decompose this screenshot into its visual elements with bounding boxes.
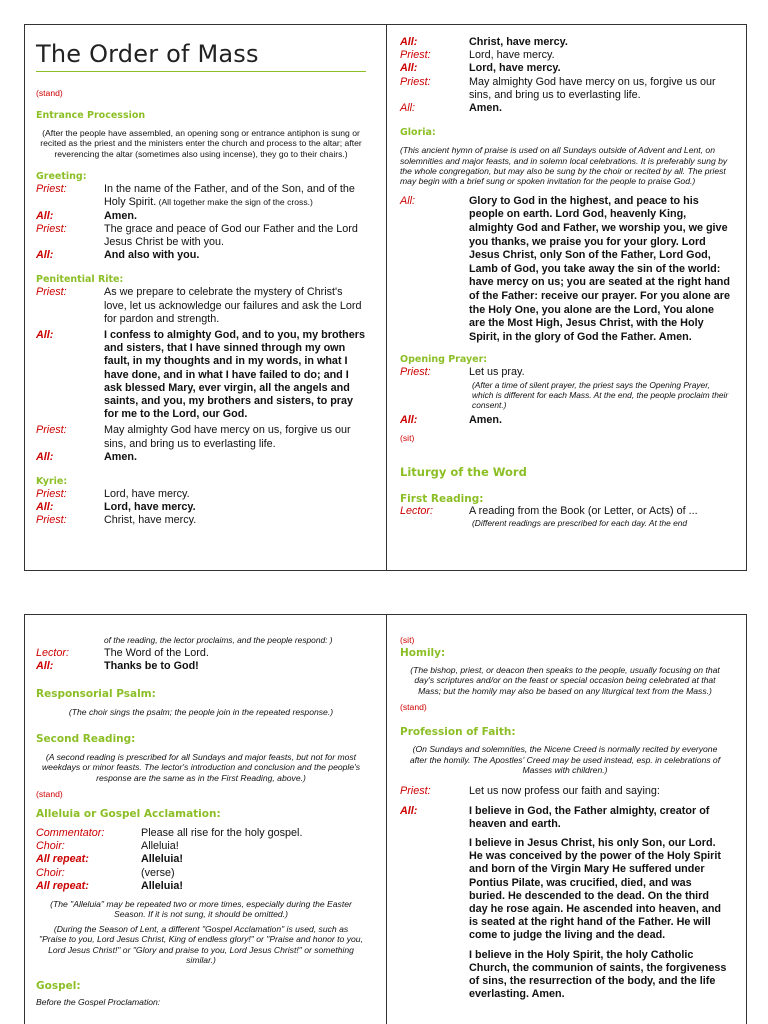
script-line: [400, 49, 730, 62]
gospel-subnote: Before the Gospel Proclamation:: [36, 997, 161, 1008]
psalm-heading: Responsorial Psalm:: [36, 688, 156, 701]
script-line: [36, 660, 366, 673]
line-text: The grace and peace of God our Father and the Lord Jesus Christ be with you.: [104, 222, 358, 249]
page-two-left-column: [36, 635, 366, 1008]
speaker-label: All:: [400, 413, 418, 426]
opening-prayer-heading: Opening Prayer:: [400, 354, 488, 366]
script-line: [400, 949, 730, 1002]
script-line: [400, 102, 730, 115]
entrance-note: (After the people have assembled, an opening song or entrance antiphon is sung or recited as the priest and the ministers enter the church and process to the altar; after reverencing the altar (sometimes also using incense), they go to their chairs.): [40, 128, 362, 159]
stand-rubric: (stand): [400, 702, 427, 713]
speaker-label: All:: [400, 194, 415, 207]
column-divider: [386, 615, 387, 1024]
lent-note: (During the Season of Lent, a different "Gospel Acclamation" is used, such as "Praise to you, Lord Jesus Christ, King of endless glory!" or "Praise and honor to you, Lord Jesus Christ!" or "Glory and praise to you, Lord Jesus Christ!" or something similar.): [39, 923, 363, 966]
speaker-label: Priest:: [36, 514, 67, 527]
line-text: Christ, have mercy.: [104, 514, 197, 527]
entrance-heading: Entrance Procession: [36, 110, 146, 121]
gloria-note: (This ancient hymn of praise is used on all Sundays outside of Advent and Lent, on solemnities and major feasts, and in solemn local celebrations. It is preferably sung by the whole congregation, but may also be sung by the choir or recited by all. The priest may begin with a brief sung or spoken invitation for the people to praise God.): [400, 145, 728, 187]
speaker-label: Priest:: [36, 424, 67, 437]
speaker-label: Priest:: [36, 286, 67, 299]
page-one: [24, 24, 747, 571]
speaker-label: All:: [36, 450, 54, 463]
alleluia-lines: [36, 827, 366, 893]
speaker-label: All:: [400, 102, 415, 115]
speaker-label: All:: [400, 804, 418, 817]
homily-heading: Homily:: [400, 647, 446, 659]
line-text: (verse): [141, 866, 175, 879]
second-reading-note: (A second reading is prescribed for all Sundays and major feasts, but not for most weekdays or minor feasts. The lector's introduction and conclusion and the people's response are the same as in the First Reading, above.): [41, 751, 361, 783]
script-line: [400, 76, 730, 102]
line-text: Lord, have mercy.: [469, 49, 555, 62]
speaker-label: Priest:: [400, 75, 431, 88]
script-line: [36, 451, 366, 464]
creed-heading: Profession of Faith:: [400, 726, 516, 739]
speaker-label: Commentator:: [36, 827, 105, 840]
line-text: Amen.: [469, 413, 502, 426]
speaker-label: Choir:: [36, 866, 65, 879]
speaker-label: All repeat:: [36, 879, 89, 892]
speaker-label: All:: [36, 660, 54, 673]
creed-note: (On Sundays and solemnities, the Nicene Creed is normally recited by everyone after the homily. The Apostles' Creed may be used instead, esp. in celebrations of Masses with children.): [409, 744, 721, 776]
speaker-label: All:: [36, 501, 54, 514]
script-line: [36, 867, 366, 880]
speaker-label: Priest:: [36, 488, 67, 501]
greeting-heading: Greeting:: [36, 171, 87, 183]
line-text: Thanks be to God!: [104, 660, 199, 673]
line-text: Alleluia!: [141, 840, 179, 853]
script-line: [400, 366, 730, 379]
script-line: [400, 195, 730, 345]
script-line: [400, 805, 730, 831]
page-one-right-column: [400, 36, 730, 528]
script-line: [400, 785, 730, 798]
psalm-note: (The choir sings the psalm; the people join in the repeated response.): [68, 707, 334, 718]
line-text: The Word of the Lord.: [104, 647, 209, 659]
speaker-spacer: [400, 837, 469, 943]
line-text: Let us pray.: [469, 366, 525, 379]
script-line: [36, 249, 366, 262]
line-text: Please all rise for the holy gospel.: [141, 827, 303, 840]
gospel-heading: Gospel:: [36, 980, 81, 993]
line-text: Amen.: [104, 209, 137, 222]
stand-rubric: (stand): [36, 789, 63, 800]
script-line: [400, 414, 730, 427]
speaker-label: All repeat:: [36, 853, 89, 866]
line-text: [104, 183, 366, 209]
script-line: [36, 840, 366, 853]
speaker-label: All:: [36, 329, 54, 342]
line-text: Alleluia!: [141, 879, 183, 892]
column-divider: [386, 25, 387, 570]
speaker-label: Choir:: [36, 840, 65, 853]
script-line: [36, 853, 366, 866]
line-text: Amen.: [104, 450, 137, 463]
line-text: Amen.: [469, 102, 502, 115]
script-line: [36, 210, 366, 223]
script-line: [36, 827, 366, 840]
liturgy-word-heading: Liturgy of the Word: [400, 464, 527, 479]
line-text: May almighty God have mercy on us, forgive us our sins, and bring us to everlasting life.: [104, 424, 351, 450]
speaker-label: Priest:: [400, 366, 431, 379]
creed-paragraph-2: I believe in Jesus Christ, his only Son, our Lord. He was conceived by the power of the Holy Spirit and born of the Virgin Mary He suffered under Pontius Pilate, was crucified, died, and was buried. He descended to the dead. On the third day he rose again. He ascended into heaven, and is seated at the right hand of the Father. He will come to judge the living and the dead.: [469, 837, 722, 942]
speaker-label: All:: [400, 62, 418, 75]
penitential-heading: Penitential Rite:: [36, 274, 124, 286]
line-text: Glory to God in the highest, and peace to his people on earth. Lord God, heavenly King, almighty God and Father, we worship you, we give you thanks, we praise you for your glory. Lord Jesus Christ, only Son of the Father, Lord God, Lamb of God, you take away the sin of the world: have mercy on us; you are seated at the right hand of the Father: receive our prayer. For you alone are the Holy One, you alone are the Lord, You alone are the Most High, Jesus Christ, with the Holy Spirit, in the glory of God the Father. Amen.: [469, 194, 731, 343]
line-text: Christ, have mercy.: [469, 36, 568, 48]
page-one-left-column: [36, 37, 366, 528]
speaker-label: Priest:: [36, 183, 67, 196]
homily-note: (The bishop, priest, or deacon then speaks to the people, usually focusing on that day's scriptures and/or on the feast or special occasion being celebrated at that Mass; but the homily may also be based on any liturgical text from the Mass.): [410, 665, 720, 696]
script-line: [400, 36, 730, 49]
line-text-aside: (All together make the sign of the cross.): [156, 197, 313, 208]
speaker-label: Priest:: [400, 49, 431, 62]
speaker-label: All:: [36, 249, 54, 262]
script-line: [400, 837, 730, 943]
script-line: [36, 329, 366, 421]
speaker-label: All:: [36, 209, 54, 222]
page-two-right-column: [400, 635, 730, 1001]
line-text: Lord, have mercy.: [104, 501, 196, 514]
page-two: [24, 614, 747, 1024]
page-title: The Order of Mass: [36, 40, 366, 72]
stand-rubric: (stand): [36, 88, 63, 98]
script-line: [36, 647, 366, 660]
speaker-label: Lector:: [400, 504, 434, 517]
creed-paragraph-3: I believe in the Holy Spirit, the holy Catholic Church, the communion of saints, the forgiveness of sins, the resurrection of the body, and the life everlasting. Amen.: [469, 948, 727, 1001]
line-text-main: In the name of the Father, and of the Son, and of the Holy Spirit.: [104, 183, 355, 209]
script-line: [36, 501, 366, 514]
first-reading-note: (Different readings are prescribed for each day. At the end: [472, 517, 688, 528]
sit-rubric: (sit): [400, 432, 415, 443]
line-text: Alleluia!: [141, 853, 183, 866]
first-reading-note-continued: of the reading, the lector proclaims, and the people respond: ): [104, 635, 333, 645]
sit-rubric: (sit): [400, 635, 415, 645]
line-text: Lord, have mercy.: [104, 488, 190, 501]
script-line: [36, 488, 366, 501]
kyrie-heading: Kyrie:: [36, 476, 68, 488]
speaker-label: Lector:: [36, 647, 70, 659]
line-text: Lord, have mercy.: [469, 62, 561, 75]
script-line: [36, 183, 366, 209]
alleluia-note: (The "Alleluia" may be repeated two or more times, especially during the Easter Season. If it is not sung, it should be omitted.): [50, 899, 352, 920]
creed-paragraph-1: I believe in God, the Father almighty, creator of heaven and earth.: [469, 804, 710, 830]
script-line: [400, 505, 730, 518]
line-text: And also with you.: [104, 249, 200, 262]
script-line: [36, 880, 366, 893]
script-line: [36, 223, 366, 249]
gloria-heading: Gloria:: [400, 127, 436, 139]
speaker-label: Priest:: [400, 785, 431, 798]
line-text: A reading from the Book (or Letter, or Acts) of ...: [469, 504, 698, 517]
line-text: May almighty God have mercy on us, forgive us our sins, and bring us to everlasting life.: [469, 75, 716, 101]
speaker-label: All:: [400, 36, 418, 48]
script-line: [36, 424, 366, 450]
line-text: As we prepare to celebrate the mystery of Christ's love, let us acknowledge our failures and ask the Lord for pardon and strength.: [104, 286, 362, 325]
line-text: Let us now profess our faith and saying:: [469, 785, 660, 798]
line-text: I confess to almighty God, and to you, my brothers and sisters, that I have sinned through my own fault, in my thoughts and in my words, in what I have done, and in what I have failed to do; and I ask blessed Mary, ever virgin, all the angels and saints, and you, my brothers and sisters, to pray for me to the Lord, our God.: [104, 329, 365, 421]
script-line: [400, 62, 730, 75]
speaker-spacer: [400, 949, 469, 1002]
script-line: [36, 286, 366, 326]
script-line: [36, 514, 366, 527]
opening-prayer-note: (After a time of silent prayer, the priest says the Opening Prayer, which is different for each Mass. At the end, the people proclaim their consent.): [472, 379, 729, 410]
speaker-label: Priest:: [36, 222, 67, 235]
second-reading-heading: Second Reading:: [36, 732, 136, 745]
first-reading-heading: First Reading:: [400, 492, 484, 505]
alleluia-heading: Alleluia or Gospel Acclamation:: [36, 808, 221, 821]
